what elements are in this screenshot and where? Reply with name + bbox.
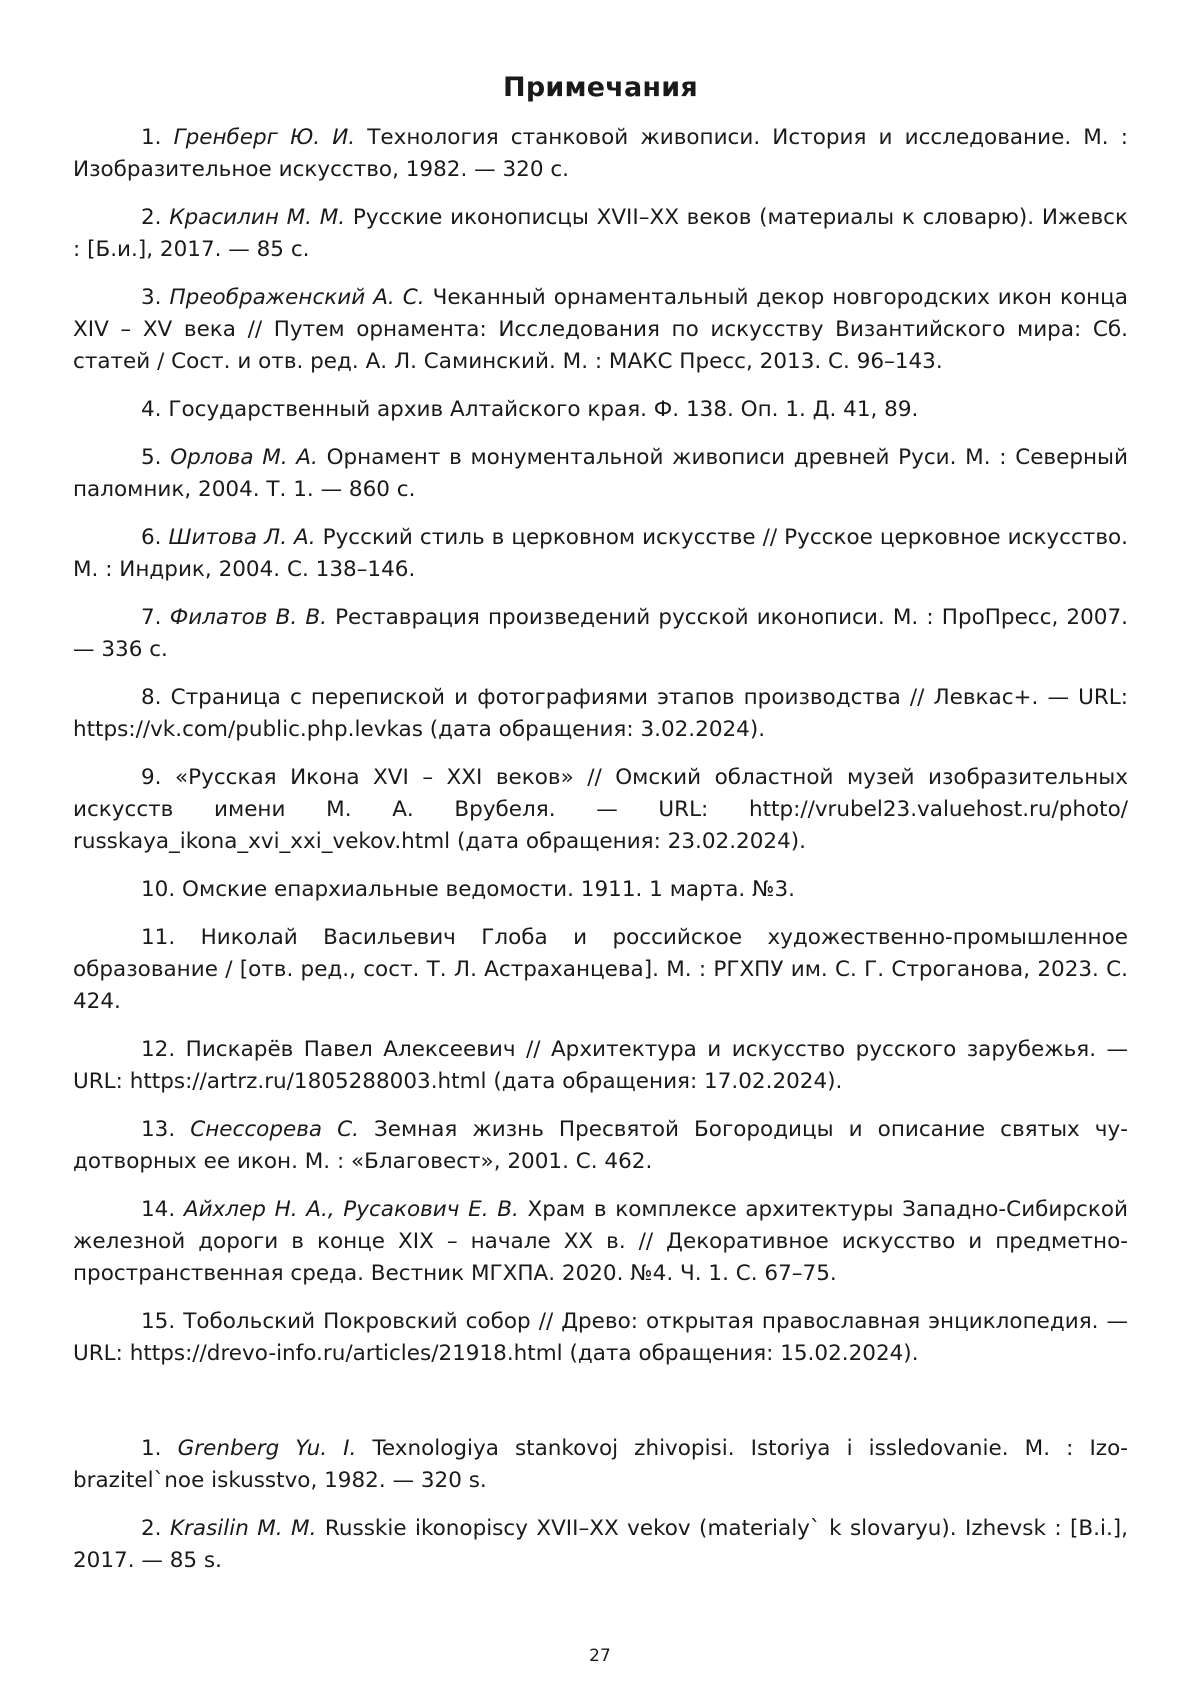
reference-text: Texnologiya stankovoj zhivopisi. Istoriya i issledovanie. M. : Izobrazitel`noe iskusstvo, 1982. — 320 s.: [73, 1436, 1128, 1493]
note-number: 12.: [141, 1037, 176, 1062]
note-number: 4.: [141, 397, 162, 422]
page-number: 27: [589, 1646, 611, 1666]
note-text: Орнамент в монументальной живописи древней Руси. М. : Северный паломник, 2004. Т. 1. — 860 с.: [73, 445, 1128, 502]
note-number: 13.: [141, 1117, 176, 1142]
note-text: «Русская Икона XVI – XXI веков» // Омский областной музей изобразительных искусств имени М. А. Врубеля. — URL: http://vrubel23.valuehost.ru/photo/​russkaya_ikona_xvi_xxi_vekov.html (дата обращения: 23.02.2024).: [73, 765, 1128, 854]
note-text: Государственный архив Алтайского края. Ф. 138. Оп. 1. Д. 41, 89.: [168, 397, 919, 422]
note-text: Николай Васильевич Глоба и российское художественно-промышленное образование / [отв. ред., сост. Т. Л. Астраханцева]. М. : РГХПУ им. С. Г. Строганова, 2023. С. 424.: [73, 925, 1128, 1014]
note-text: Пискарёв Павел Алексеевич // Архитектура и искусство русского зарубежья. — URL: https://artrz.ru/1805288003.html (дата обращения: 17.02.2024).: [73, 1037, 1128, 1094]
note-number: 11.: [141, 925, 176, 950]
note-item: [73, 922, 1128, 1018]
section-gap: [73, 1386, 1128, 1433]
note-number: 10.: [141, 877, 176, 902]
reference-author: Krasilin M. M.: [169, 1516, 317, 1541]
note-item: [73, 1034, 1128, 1098]
note-item: [73, 1114, 1128, 1178]
reference-text: Russkie ikonopiscy XVII–XX vekov (materialy` k slovaryu). Izhevsk : [B.i.], 2017. — 85 s.: [73, 1516, 1128, 1573]
note-text: Храм в комплексе архитектуры Западно-Сибирской железной дороги в конце XIX – начале XX в. // Декоративное искусство и предметно-пространственная среда. Вестник МГХПА. 2020. №4. Ч. 1. С. 67–75.: [73, 1197, 1128, 1286]
reference-number: 2.: [141, 1516, 162, 1541]
reference-item: [73, 1433, 1128, 1497]
note-text: Реставрация произведений русской иконописи. М. : ПроПресс, 2007. — 336 с.: [73, 605, 1128, 662]
note-text: Русские иконописцы XVII–XX веков (материалы к словарю). Ижевск : [Б.и.], 2017. — 85 с.: [73, 205, 1128, 262]
note-number: 2.: [141, 205, 162, 230]
note-item: [73, 1306, 1128, 1370]
note-text: Омские епархиальные ведомости. 1911. 1 марта. №3.: [182, 877, 795, 902]
note-number: 1.: [141, 125, 162, 150]
reference-author: Grenberg Yu. I.: [177, 1436, 357, 1461]
note-author: Орлова М. А.: [170, 445, 318, 470]
note-item: [73, 442, 1128, 506]
note-item: [73, 202, 1128, 266]
note-number: 5.: [141, 445, 162, 470]
note-item: [73, 682, 1128, 746]
note-text: Русский стиль в церковном искусстве // Русское церковное искусство. М. : Индрик, 2004. С. 138–146.: [73, 525, 1128, 582]
note-item: [73, 522, 1128, 586]
note-text: Чеканный орнаментальный декор новгородских икон конца XIV – XV века // Путем орнамента: Исследования по искусству Византийского мира: Сб. статей / Сост. и отв. ред. А. Л. Саминский. М. : МАКС Пресс, 2013. С. 96–143.: [73, 285, 1128, 374]
note-item: [73, 602, 1128, 666]
note-author: Шитова Л. А.: [168, 525, 316, 550]
page-title: Примечания: [503, 72, 698, 103]
note-author: Филатов В. В.: [169, 605, 327, 630]
page-content: [73, 70, 1128, 1593]
note-number: 15.: [141, 1309, 176, 1334]
note-item: [73, 1194, 1128, 1290]
note-number: 7.: [141, 605, 162, 630]
note-author: Красилин М. М.: [169, 205, 346, 230]
note-author: Айхлер Н. А., Русакович Е. В.: [183, 1197, 519, 1222]
note-author: Гренберг Ю. И.: [173, 125, 356, 150]
reference-item: [73, 1513, 1128, 1577]
note-number: 9.: [141, 765, 162, 790]
note-text: Технология станковой живописи. История и исследование. М. : Изобразительное искусство, 1982. — 320 с.: [73, 125, 1128, 182]
reference-number: 1.: [141, 1436, 162, 1461]
note-item: [73, 282, 1128, 378]
note-text: Земная жизнь Пресвятой Богородицы и описание святых чудотворных ее икон. М. : «Благовест», 2001. С. 462.: [73, 1117, 1128, 1174]
note-text: Тобольский Покровский собор // Древо: открытая православная энциклопедия. — URL: https://drevo-info.ru/articles/21918.html (дата обращения: 15.02.2024).: [73, 1309, 1128, 1366]
note-number: 6.: [141, 525, 162, 550]
references-list: [73, 1433, 1128, 1577]
notes-list: [73, 122, 1128, 1370]
note-text: Страница с перепиской и фотографиями этапов производства // Левкас+. — URL: https://vk.com/public.php.levkas (дата обращения: 3.02.2024).: [73, 685, 1129, 742]
note-number: 3.: [141, 285, 162, 310]
note-item: [73, 122, 1128, 186]
note-author: Преображенский А. С.: [169, 285, 425, 310]
note-number: 8.: [141, 685, 162, 710]
note-item: [73, 394, 1128, 426]
note-number: 14.: [141, 1197, 176, 1222]
note-author: Снессорева С.: [190, 1117, 359, 1142]
note-item: [73, 874, 1128, 906]
note-item: [73, 762, 1128, 858]
